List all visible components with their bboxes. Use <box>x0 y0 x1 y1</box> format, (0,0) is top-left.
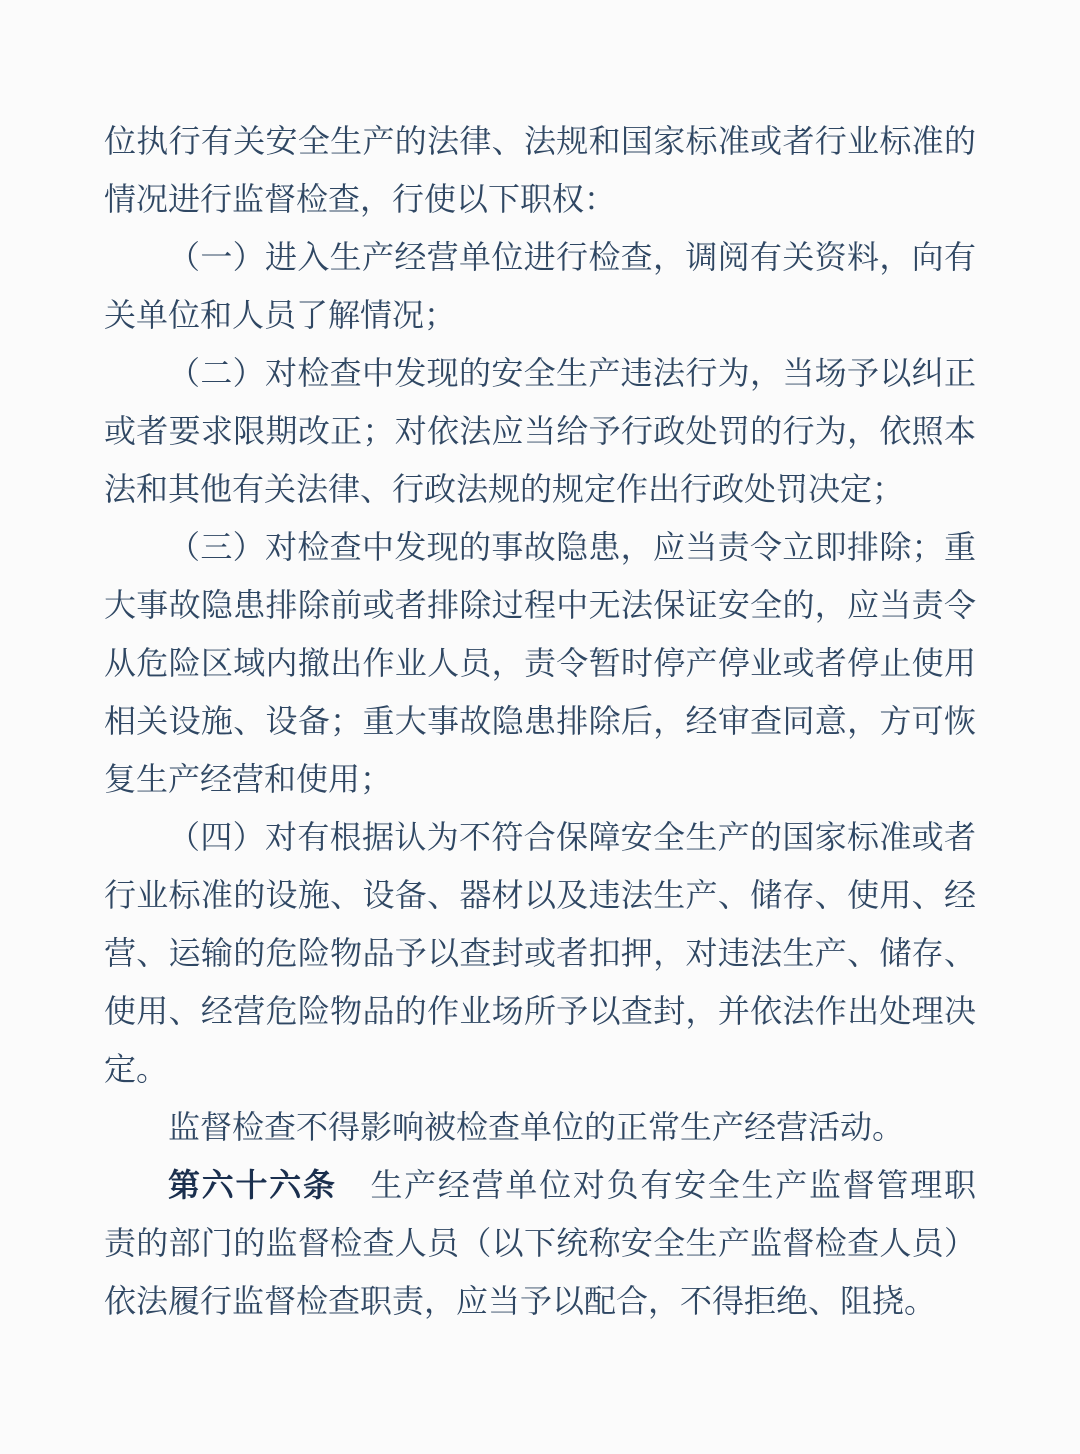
text-line: 使用、经营危险物品的作业场所予以查封，并依法作出处理决 <box>104 993 976 1029</box>
text-line: 关单位和人员了解情况； <box>104 297 457 333</box>
text-line: （一）进入生产经营单位进行检查，调阅有关资料，向有 <box>168 239 976 275</box>
text-line: 第六十六条 生产经营单位对负有安全生产监督管理职 <box>168 1167 976 1203</box>
text-line: 定。 <box>104 1051 169 1087</box>
text-line: 复生产经营和使用； <box>104 761 393 797</box>
text-line: 或者要求限期改正；对依法应当给予行政处罚的行为，依照本 <box>104 413 976 449</box>
text-line: 从危险区域内撤出作业人员，责令暂时停产停业或者停止使用 <box>104 645 976 681</box>
text-line: 行业标准的设施、设备、器材以及违法生产、储存、使用、经 <box>104 877 976 913</box>
text-line: 法和其他有关法律、行政法规的规定作出行政处罚决定； <box>104 471 905 507</box>
text-line: 营、运输的危险物品予以查封或者扣押，对违法生产、储存、 <box>104 935 976 971</box>
text-line: 监督检查不得影响被检查单位的正常生产经营活动。 <box>168 1109 905 1145</box>
text-line: 位执行有关安全生产的法律、法规和国家标准或者行业标准的 <box>104 123 976 159</box>
text-line: 相关设施、设备；重大事故隐患排除后，经审查同意，方可恢 <box>104 703 976 739</box>
text-line: （三）对检查中发现的事故隐患，应当责令立即排除；重 <box>168 529 976 565</box>
text-line: （四）对有根据认为不符合保障安全生产的国家标准或者 <box>168 819 976 855</box>
text-line: 依法履行监督检查职责，应当予以配合，不得拒绝、阻挠。 <box>104 1283 937 1319</box>
text-line: 情况进行监督检查，行使以下职权： <box>104 181 617 217</box>
text-line: （二）对检查中发现的安全生产违法行为，当场予以纠正 <box>168 355 976 391</box>
text-block <box>104 112 976 1330</box>
text-line: 责的部门的监督检查人员（以下统称安全生产监督检查人员） <box>104 1225 976 1261</box>
text-line: 大事故隐患排除前或者排除过程中无法保证安全的，应当责令 <box>104 587 976 623</box>
article-number: 第六十六条 <box>168 1167 337 1203</box>
